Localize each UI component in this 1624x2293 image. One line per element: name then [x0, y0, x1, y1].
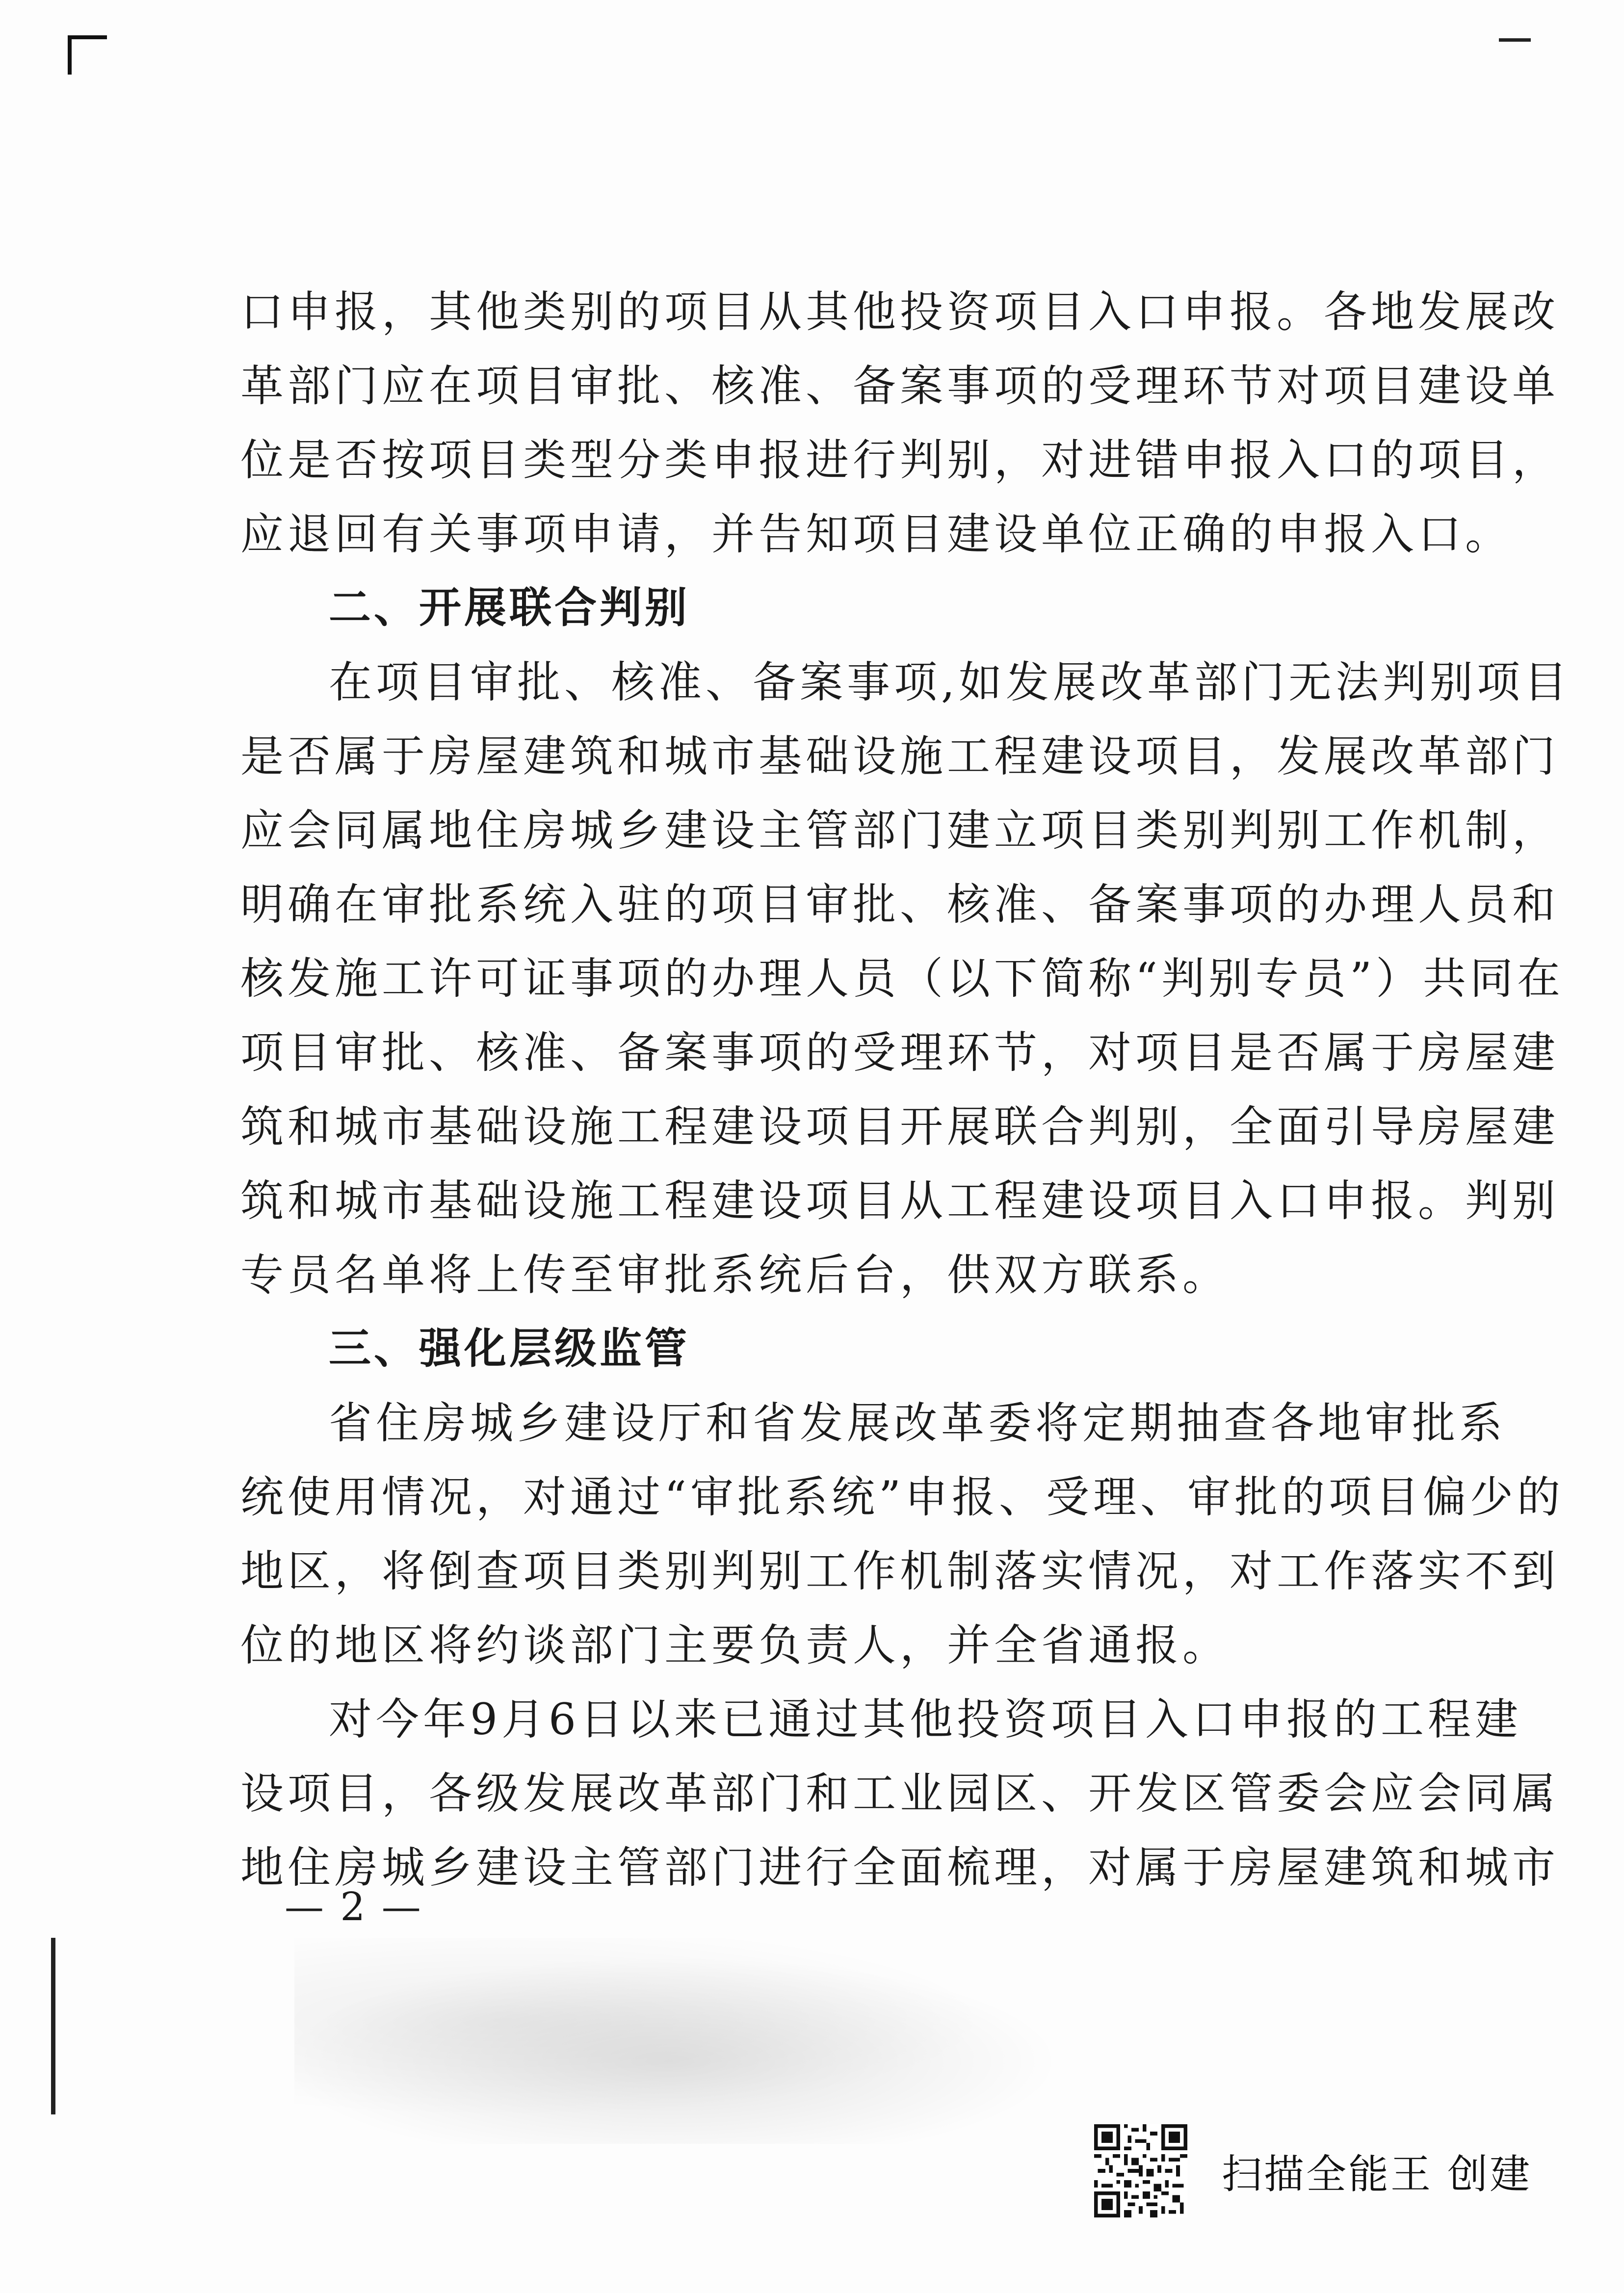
page-number: — 2 —	[285, 1884, 423, 1929]
text-line: 对今年9月6日以来已通过其他投资项目入口申报的工程建	[329, 1694, 1522, 1745]
document-body	[240, 275, 1571, 1904]
text-line: 省住房城乡建设厅和省发展改革委将定期抽查各地审批系	[329, 1398, 1507, 1448]
section-heading: 二、开展联合判别	[329, 583, 690, 632]
text-line: 在项目审批、核准、备案事项,如发展改革部门无法判别项目	[329, 657, 1571, 707]
section-heading: 三、强化层级监管	[329, 1324, 690, 1373]
text-line: 是否属于房屋建筑和城市基础设施工程建设项目，发展改革部门	[240, 731, 1560, 782]
scan-corner-mark	[68, 35, 107, 39]
text-line: 革部门应在项目审批、核准、备案事项的受理环节对项目建设单	[240, 361, 1560, 411]
text-line: 核发施工许可证事项的办理人员（以下简称“判别专员”）共同在	[240, 953, 1564, 1004]
scan-noise	[294, 1938, 1128, 2144]
text-line: 口申报，其他类别的项目从其他投资项目入口申报。各地发展改	[240, 287, 1560, 337]
scanner-label: 扫描全能王 创建	[1222, 2151, 1532, 2198]
text-line: 统使用情况，对通过“审批系统”申报、受理、审批的项目偏少的	[240, 1472, 1564, 1522]
scan-edge-mark	[51, 1938, 55, 2114]
text-line: 专员名单将上传至审批系统后台，供双方联系。	[240, 1250, 1230, 1300]
text-line: 项目审批、核准、备案事项的受理环节，对项目是否属于房屋建	[240, 1027, 1560, 1078]
text-line: 位是否按项目类型分类申报进行判别，对进错申报入口的项目，	[240, 435, 1560, 485]
scan-corner-mark	[68, 35, 72, 75]
text-line: 地区，将倒查项目类别判别工作机制落实情况，对工作落实不到	[240, 1546, 1560, 1596]
text-line: 筑和城市基础设施工程建设项目开展联合判别，全面引导房屋建	[240, 1101, 1560, 1152]
text-line: 设项目，各级发展改革部门和工业园区、开发区管委会应会同属	[240, 1768, 1560, 1819]
text-line: 地住房城乡建设主管部门进行全面梳理，对属于房屋建筑和城市	[240, 1842, 1560, 1893]
scan-corner-mark	[1499, 38, 1531, 42]
text-line: 应退回有关事项申请，并告知项目建设单位正确的申报入口。	[240, 509, 1513, 559]
text-line: 位的地区将约谈部门主要负责人，并全省通报。	[240, 1620, 1230, 1670]
scanner-watermark	[1094, 2124, 1532, 2217]
qr-code-icon	[1094, 2124, 1187, 2217]
text-line: 应会同属地住房城乡建设主管部门建立项目类别判别工作机制，	[240, 805, 1560, 856]
text-line: 筑和城市基础设施工程建设项目从工程建设项目入口申报。判别	[240, 1175, 1560, 1226]
text-line: 明确在审批系统入驻的项目审批、核准、备案事项的办理人员和	[240, 879, 1560, 930]
